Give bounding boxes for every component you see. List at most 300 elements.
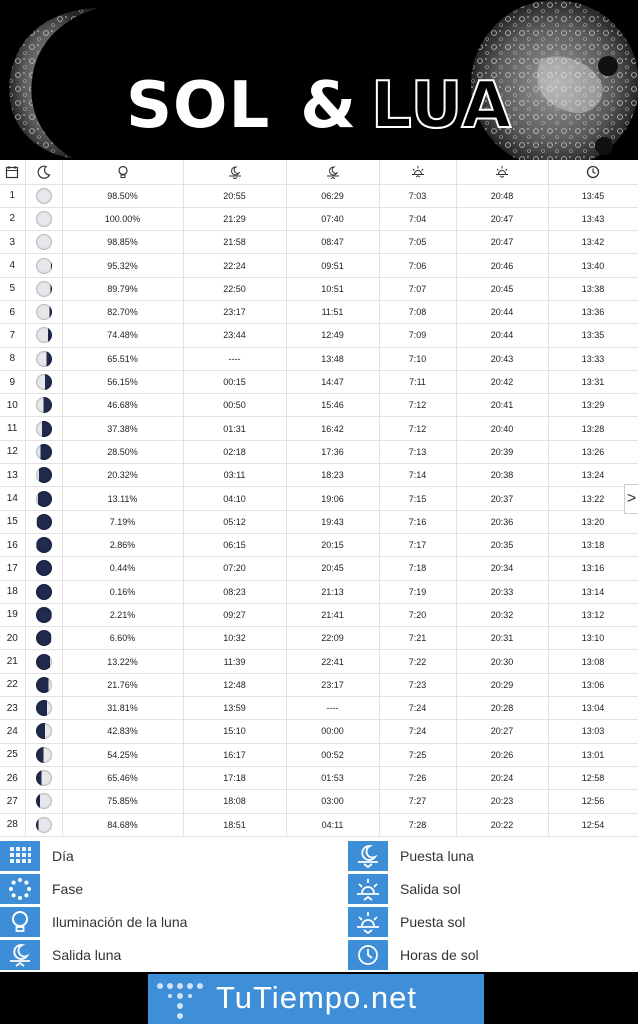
moonset-cell: 13:59 <box>183 697 286 720</box>
daylight-cell: 13:01 <box>548 743 638 766</box>
moonrise-cell: 13:48 <box>286 347 379 370</box>
illumination-cell: 0.44% <box>62 557 183 580</box>
day-cell: 5 <box>0 277 25 300</box>
legend-label: Salida luna <box>52 947 122 963</box>
moonrise-cell: 08:47 <box>286 231 379 254</box>
sunset-cell: 20:47 <box>456 231 548 254</box>
phase-cell <box>25 813 62 836</box>
moon-phase-icon <box>36 234 52 250</box>
illumination-cell: 46.68% <box>62 394 183 417</box>
moonrise-icon <box>286 160 379 184</box>
table-row <box>0 417 638 440</box>
moonrise-cell: 09:51 <box>286 254 379 277</box>
sunrise-cell: 7:05 <box>379 231 456 254</box>
day-cell: 26 <box>0 766 25 789</box>
sunrise-cell: 7:23 <box>379 673 456 696</box>
phase-cell <box>25 557 62 580</box>
moonrise-cell: 22:09 <box>286 627 379 650</box>
header-banner <box>0 0 638 160</box>
moon-phase-icon <box>36 584 52 600</box>
table-row <box>0 650 638 673</box>
daylight-cell: 12:58 <box>548 766 638 789</box>
table-row <box>0 743 638 766</box>
table-row <box>0 790 638 813</box>
day-cell: 4 <box>0 254 25 277</box>
phase-cell <box>25 650 62 673</box>
phase-cell <box>25 766 62 789</box>
moonrise-cell: 04:11 <box>286 813 379 836</box>
illumination-cell: 75.85% <box>62 790 183 813</box>
table-row <box>0 184 638 207</box>
moonrise-cell: 21:13 <box>286 580 379 603</box>
sunset-cell: 20:30 <box>456 650 548 673</box>
moonset-cell: 05:12 <box>183 510 286 533</box>
table-row <box>0 300 638 323</box>
table-row <box>0 673 638 696</box>
sunset-cell: 20:31 <box>456 627 548 650</box>
bulb-icon <box>62 160 183 184</box>
table-row <box>0 207 638 230</box>
moonrise-cell: 19:43 <box>286 510 379 533</box>
bulb-icon <box>0 907 40 937</box>
moon-phase-icon <box>36 723 52 739</box>
moonrise-cell: 20:45 <box>286 557 379 580</box>
day-cell: 20 <box>0 627 25 650</box>
daylight-cell: 13:16 <box>548 557 638 580</box>
sunrise-cell: 7:21 <box>379 627 456 650</box>
daylight-cell: 13:35 <box>548 324 638 347</box>
moonset-cell: 16:17 <box>183 743 286 766</box>
illumination-cell: 65.46% <box>62 766 183 789</box>
day-cell: 23 <box>0 697 25 720</box>
table-row <box>0 813 638 836</box>
moonset-cell: 02:18 <box>183 440 286 463</box>
phase-cell <box>25 347 62 370</box>
moonrise-cell: 12:49 <box>286 324 379 347</box>
illumination-cell: 42.83% <box>62 720 183 743</box>
table-row <box>0 510 638 533</box>
table-row <box>0 277 638 300</box>
moon-phase-icon <box>36 351 52 367</box>
table-row <box>0 231 638 254</box>
sunset-cell: 20:32 <box>456 603 548 626</box>
sunrise-cell: 7:25 <box>379 743 456 766</box>
daylight-cell: 13:14 <box>548 580 638 603</box>
day-cell: 24 <box>0 720 25 743</box>
illumination-cell: 82.70% <box>62 300 183 323</box>
moon-sun-table <box>0 160 638 838</box>
illumination-cell: 2.21% <box>62 603 183 626</box>
phase-cell <box>25 533 62 556</box>
legend-label: Horas de sol <box>400 947 479 963</box>
sunset-cell: 20:43 <box>456 347 548 370</box>
sunset-cell: 20:47 <box>456 207 548 230</box>
moonrise-cell: 20:15 <box>286 533 379 556</box>
moon-phase-icon <box>36 327 52 343</box>
illumination-cell: 74.48% <box>62 324 183 347</box>
illumination-cell: 37.38% <box>62 417 183 440</box>
sunset-cell: 20:36 <box>456 510 548 533</box>
legend-label: Puesta sol <box>400 914 466 930</box>
illumination-cell: 98.50% <box>62 184 183 207</box>
phase-cell <box>25 697 62 720</box>
moon-phase-icon <box>36 677 52 693</box>
moonset-cell: 06:15 <box>183 533 286 556</box>
phase-cell <box>25 184 62 207</box>
moonrise-cell: 23:17 <box>286 673 379 696</box>
moonset-cell: 15:10 <box>183 720 286 743</box>
table-row <box>0 394 638 417</box>
day-cell: 25 <box>0 743 25 766</box>
day-cell: 16 <box>0 533 25 556</box>
moonrise-cell: 06:29 <box>286 184 379 207</box>
calendar-icon <box>0 160 25 184</box>
legend-item-fase <box>0 873 83 905</box>
moon-phase-icon <box>36 747 52 763</box>
phase-cell <box>25 603 62 626</box>
crescent-moon-icon <box>25 160 62 184</box>
phase-cell <box>25 394 62 417</box>
moonset-cell: ---- <box>183 347 286 370</box>
sunset-cell: 20:22 <box>456 813 548 836</box>
moonrise-cell: 16:42 <box>286 417 379 440</box>
moonrise-cell: 18:23 <box>286 464 379 487</box>
sunrise-cell: 7:11 <box>379 370 456 393</box>
phase-cell <box>25 627 62 650</box>
sunrise-cell: 7:26 <box>379 766 456 789</box>
sunset-cell: 20:34 <box>456 557 548 580</box>
moon-phase-icon <box>36 817 52 833</box>
moonset-cell: 03:11 <box>183 464 286 487</box>
moonset-cell: 18:51 <box>183 813 286 836</box>
sunrise-cell: 7:20 <box>379 603 456 626</box>
sunset-cell: 20:48 <box>456 184 548 207</box>
table-row <box>0 533 638 556</box>
moonrise-cell: 14:47 <box>286 370 379 393</box>
moon-phase-icon <box>36 258 52 274</box>
phase-cell <box>25 464 62 487</box>
sunset-cell: 20:42 <box>456 370 548 393</box>
moonset-cell: 12:48 <box>183 673 286 696</box>
moonrise-cell: 19:06 <box>286 487 379 510</box>
sunset-cell: 20:37 <box>456 487 548 510</box>
moon-phase-icon <box>36 654 52 670</box>
sunrise-cell: 7:10 <box>379 347 456 370</box>
legend-item-puesta-sol <box>348 906 465 938</box>
moonset-cell: 11:39 <box>183 650 286 673</box>
moonrise-cell: 00:00 <box>286 720 379 743</box>
moonrise-cell: 17:36 <box>286 440 379 463</box>
moon-phase-icon <box>36 630 52 646</box>
table-row <box>0 487 638 510</box>
table-row <box>0 324 638 347</box>
daylight-cell: 12:56 <box>548 790 638 813</box>
phase-cell <box>25 370 62 393</box>
moonrise-cell: 11:51 <box>286 300 379 323</box>
sunset-cell: 20:24 <box>456 766 548 789</box>
table-row <box>0 766 638 789</box>
sunrise-cell: 7:17 <box>379 533 456 556</box>
brand-name: TuTiempo.net <box>216 980 417 1015</box>
sunrise-cell: 7:27 <box>379 790 456 813</box>
day-cell: 19 <box>0 603 25 626</box>
moonset-cell: 07:20 <box>183 557 286 580</box>
sunset-cell: 20:45 <box>456 277 548 300</box>
illumination-cell: 13.22% <box>62 650 183 673</box>
moon-phase-icon <box>36 770 52 786</box>
phase-cell <box>25 254 62 277</box>
sunrise-cell: 7:14 <box>379 464 456 487</box>
moon-phase-icon <box>36 211 52 227</box>
legend <box>0 838 638 972</box>
phase-cell <box>25 207 62 230</box>
phase-cell <box>25 231 62 254</box>
daylight-cell: 13:29 <box>548 394 638 417</box>
sunset-cell: 20:41 <box>456 394 548 417</box>
table-row <box>0 254 638 277</box>
daylight-cell: 13:28 <box>548 417 638 440</box>
daylight-cell: 13:43 <box>548 207 638 230</box>
moonset-cell: 23:44 <box>183 324 286 347</box>
daylight-cell: 13:20 <box>548 510 638 533</box>
moonrise-cell: 22:41 <box>286 650 379 673</box>
moonset-cell: 00:15 <box>183 370 286 393</box>
illumination-cell: 84.68% <box>62 813 183 836</box>
sunset-cell: 20:38 <box>456 464 548 487</box>
sunrise-cell: 7:16 <box>379 510 456 533</box>
daylight-cell: 13:06 <box>548 673 638 696</box>
day-cell: 2 <box>0 207 25 230</box>
moonset-cell: 20:55 <box>183 184 286 207</box>
illumination-cell: 65.51% <box>62 347 183 370</box>
illumination-cell: 98.85% <box>62 231 183 254</box>
day-cell: 18 <box>0 580 25 603</box>
table-row <box>0 557 638 580</box>
title-lua: LUA <box>371 69 513 143</box>
table-row <box>0 603 638 626</box>
phase-cell <box>25 324 62 347</box>
sunset-cell: 20:29 <box>456 673 548 696</box>
illumination-cell: 31.81% <box>62 697 183 720</box>
phase-cell <box>25 277 62 300</box>
sunrise-cell: 7:12 <box>379 417 456 440</box>
day-cell: 7 <box>0 324 25 347</box>
illumination-cell: 89.79% <box>62 277 183 300</box>
moonset-cell: 22:24 <box>183 254 286 277</box>
legend-item-salida-luna <box>0 939 121 971</box>
legend-label: Día <box>52 848 74 864</box>
table-row <box>0 580 638 603</box>
legend-item-salida-sol <box>348 873 461 905</box>
moonset-cell: 18:08 <box>183 790 286 813</box>
table-row <box>0 370 638 393</box>
day-cell: 8 <box>0 347 25 370</box>
moonrise-icon <box>0 940 40 970</box>
table-row <box>0 720 638 743</box>
moonset-cell: 21:58 <box>183 231 286 254</box>
brand-logo[interactable] <box>148 974 484 1024</box>
sunrise-cell: 7:08 <box>379 300 456 323</box>
day-cell: 6 <box>0 300 25 323</box>
sunrise-cell: 7:07 <box>379 277 456 300</box>
moonrise-cell: 15:46 <box>286 394 379 417</box>
moonrise-cell: 03:00 <box>286 790 379 813</box>
table-header-row <box>0 160 638 184</box>
sunset-cell: 20:44 <box>456 324 548 347</box>
daylight-cell: 13:31 <box>548 370 638 393</box>
day-cell: 10 <box>0 394 25 417</box>
illumination-cell: 56.15% <box>62 370 183 393</box>
brand-dots-icon <box>154 980 206 1020</box>
day-cell: 17 <box>0 557 25 580</box>
table-row <box>0 440 638 463</box>
sunrise-cell: 7:13 <box>379 440 456 463</box>
moon-phase-icon <box>36 467 52 483</box>
daylight-cell: 13:03 <box>548 720 638 743</box>
sunset-cell: 20:28 <box>456 697 548 720</box>
moon-phase-icon <box>36 281 52 297</box>
phase-cell <box>25 790 62 813</box>
table-row <box>0 347 638 370</box>
daylight-cell: 13:26 <box>548 440 638 463</box>
daylight-cell: 13:45 <box>548 184 638 207</box>
moonset-cell: 22:50 <box>183 277 286 300</box>
daylight-cell: 13:42 <box>548 231 638 254</box>
legend-label: Salida sol <box>400 881 461 897</box>
sunset-cell: 20:40 <box>456 417 548 440</box>
moonset-cell: 17:18 <box>183 766 286 789</box>
moonset-cell: 23:17 <box>183 300 286 323</box>
sunset-icon <box>456 160 548 184</box>
phase-cell <box>25 673 62 696</box>
moonset-icon <box>183 160 286 184</box>
next-page-arrow[interactable]: > <box>624 484 638 514</box>
moonrise-cell: 07:40 <box>286 207 379 230</box>
illumination-cell: 21.76% <box>62 673 183 696</box>
table-body <box>0 184 638 836</box>
day-cell: 28 <box>0 813 25 836</box>
day-cell: 22 <box>0 673 25 696</box>
moonset-cell: 21:29 <box>183 207 286 230</box>
daylight-cell: 13:22 <box>548 487 638 510</box>
illumination-cell: 95.32% <box>62 254 183 277</box>
illumination-cell: 100.00% <box>62 207 183 230</box>
moonset-cell: 00:50 <box>183 394 286 417</box>
phase-cell <box>25 417 62 440</box>
moonrise-cell: 00:52 <box>286 743 379 766</box>
daylight-cell: 13:08 <box>548 650 638 673</box>
moonrise-cell: ---- <box>286 697 379 720</box>
sunrise-cell: 7:22 <box>379 650 456 673</box>
title-sol: SOL <box>125 69 271 143</box>
legend-label: Puesta luna <box>400 848 474 864</box>
illumination-cell: 2.86% <box>62 533 183 556</box>
daylight-cell: 13:04 <box>548 697 638 720</box>
day-cell: 21 <box>0 650 25 673</box>
phase-cell <box>25 743 62 766</box>
phase-cell <box>25 580 62 603</box>
moon-phase-icon <box>36 491 52 507</box>
daylight-cell: 13:18 <box>548 533 638 556</box>
moon-phase-icon <box>36 397 52 413</box>
moon-phase-icon <box>36 444 52 460</box>
moonrise-cell: 10:51 <box>286 277 379 300</box>
legend-item-horas-sol <box>348 939 479 971</box>
calendar-grid-icon <box>0 841 40 871</box>
sunrise-icon <box>379 160 456 184</box>
moonrise-cell: 21:41 <box>286 603 379 626</box>
sunset-cell: 20:27 <box>456 720 548 743</box>
illumination-cell: 13.11% <box>62 487 183 510</box>
daylight-cell: 12:54 <box>548 813 638 836</box>
day-cell: 12 <box>0 440 25 463</box>
day-cell: 27 <box>0 790 25 813</box>
title-ampersand: & <box>300 69 358 143</box>
table-row <box>0 697 638 720</box>
day-cell: 11 <box>0 417 25 440</box>
moonset-cell: 09:27 <box>183 603 286 626</box>
daylight-cell: 13:40 <box>548 254 638 277</box>
daylight-cell: 13:36 <box>548 300 638 323</box>
illumination-cell: 28.50% <box>62 440 183 463</box>
sunset-icon <box>348 907 388 937</box>
sunset-cell: 20:23 <box>456 790 548 813</box>
daylight-cell: 13:24 <box>548 464 638 487</box>
moon-phase-icon <box>36 304 52 320</box>
moon-phase-icon <box>36 188 52 204</box>
phase-cell <box>25 487 62 510</box>
legend-label: Iluminación de la luna <box>52 914 188 930</box>
day-cell: 15 <box>0 510 25 533</box>
moonset-cell: 01:31 <box>183 417 286 440</box>
sunrise-cell: 7:24 <box>379 697 456 720</box>
day-cell: 3 <box>0 231 25 254</box>
sunrise-cell: 7:18 <box>379 557 456 580</box>
sunset-cell: 20:39 <box>456 440 548 463</box>
legend-item-iluminacion <box>0 906 187 938</box>
daylight-cell: 13:12 <box>548 603 638 626</box>
sunrise-cell: 7:09 <box>379 324 456 347</box>
sunrise-cell: 7:19 <box>379 580 456 603</box>
sunrise-cell: 7:04 <box>379 207 456 230</box>
illumination-cell: 0.16% <box>62 580 183 603</box>
table-row <box>0 464 638 487</box>
moon-phase-icon <box>36 560 52 576</box>
sunset-cell: 20:33 <box>456 580 548 603</box>
day-cell: 14 <box>0 487 25 510</box>
sunrise-icon <box>348 874 388 904</box>
sunrise-cell: 7:12 <box>379 394 456 417</box>
moon-phase-icon <box>36 537 52 553</box>
legend-item-puesta-luna <box>348 840 474 872</box>
sunset-cell: 20:26 <box>456 743 548 766</box>
moonrise-cell: 01:53 <box>286 766 379 789</box>
moon-phase-icon <box>36 374 52 390</box>
legend-label: Fase <box>52 881 84 897</box>
moon-phase-icon <box>36 793 52 809</box>
day-cell: 13 <box>0 464 25 487</box>
clock-icon <box>548 160 638 184</box>
sunrise-cell: 7:24 <box>379 720 456 743</box>
sun-hours-icon <box>348 940 388 970</box>
phase-cell <box>25 440 62 463</box>
phase-cell <box>25 300 62 323</box>
footer <box>0 972 638 1024</box>
banner-title <box>0 66 638 146</box>
phase-dots-icon <box>0 874 40 904</box>
daylight-cell: 13:10 <box>548 627 638 650</box>
illumination-cell: 6.60% <box>62 627 183 650</box>
